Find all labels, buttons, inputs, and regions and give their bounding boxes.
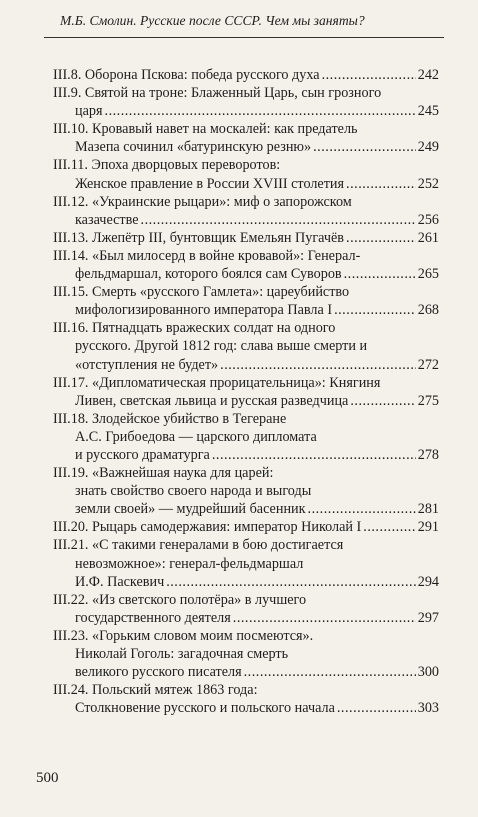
toc-page-number: 275 [417,392,439,409]
dot-leader [233,609,416,627]
toc-entry-text: III.19. «Важнейшая наука для царей: [53,465,274,482]
toc-entry-text: И.Ф. Паскевич [75,573,165,590]
running-header: М.Б. Смолин. Русские после СССР. Чем мы заняты? [60,13,365,28]
toc-entry-line [53,247,439,265]
dot-leader [346,175,416,193]
dot-leader [344,265,416,283]
toc-page-number: 303 [417,700,439,717]
toc-entry-line [53,609,439,627]
toc-entry-line [53,555,439,573]
toc-entry-text: земли своей» — мудрейший басенник [75,501,306,518]
toc-entry-text: III.9. Святой на троне: Блаженный Царь, сын грозного [53,85,382,102]
header-rule [44,37,444,38]
toc-page-number: 242 [417,67,439,83]
toc-entry-text: Женское правление в России XVIII столетия [75,175,345,192]
dot-leader [313,138,416,156]
toc-entry-line [53,663,439,681]
toc-entry [53,193,439,229]
toc-entry [53,283,439,319]
toc-entry-line [53,337,439,355]
toc-entry-line [53,283,439,301]
toc-entry-line [53,482,439,500]
toc-entry-text: знать свойство своего народа и выгоды [75,483,312,500]
toc-page-number: 261 [417,229,439,246]
toc-entry-text: мифологизированного императора Павла I [75,302,333,319]
toc-entry-line [53,645,439,663]
toc-entry-line [53,627,439,645]
toc-entry-line [53,211,439,229]
toc-entry-text: невозможное»: генерал-фельдмаршал [75,555,304,572]
toc-entry-line [53,464,439,482]
toc-entry [53,681,439,717]
toc-entry-text: III.12. «Украинские рыцари»: миф о запорожском [53,193,352,210]
toc-page-number: 252 [417,175,439,192]
dot-leader [337,699,416,717]
toc-page-number: 268 [417,302,439,319]
toc-entry-line [53,591,439,609]
toc-entry-line [53,84,439,102]
toc-entry-line [53,500,439,518]
toc-entry [53,410,439,464]
toc-page-number: 297 [417,609,439,626]
toc-entry [53,627,439,681]
page-number: 500 [36,770,59,786]
toc-entry-line [53,573,439,591]
toc-entry-line [53,66,439,84]
dot-leader [105,102,416,120]
toc-entry-text: III.20. Рыцарь самодержавия: император Николай I [53,519,362,536]
toc-page-number: 249 [417,139,439,156]
toc-entry-line [53,229,439,247]
toc-entry-text: III.11. Эпоха дворцовых переворотов: [53,157,281,174]
toc-entry-line [53,301,439,319]
toc-entry [53,536,439,590]
dot-leader [363,518,415,536]
toc-entry-line [53,156,439,174]
toc-entry-text: государственного деятеля [75,609,231,626]
toc-page-number: 272 [417,356,439,373]
toc-entry-text: III.24. Польский мятеж 1863 года: [53,682,258,699]
dot-leader [141,211,416,229]
toc-entry-text: III.15. Смерть «русского Гамлета»: цареубийство [53,284,350,301]
toc-entry-text: фельдмаршал, которого боялся сам Суворов [75,266,342,283]
toc-entry-line [53,319,439,337]
toc-entry-text: Николай Гоголь: загадочная смерть [75,646,289,662]
toc-entry [53,374,439,410]
toc-page-number: 291 [417,519,439,536]
toc-entry-line [53,392,439,410]
dot-leader [322,66,416,84]
toc-entry-line [53,193,439,211]
toc-entry-text: III.16. Пятнадцать вражеских солдат на одного [53,320,336,337]
toc-entry-line [53,536,439,554]
table-of-contents [53,66,439,717]
dot-leader [244,663,416,681]
toc-entry-line [53,428,439,446]
toc-entry [53,84,439,120]
toc-entry-text: III.14. «Был милосерд в войне кровавой»: Генерал- [53,247,361,264]
toc-page-number: 265 [417,266,439,283]
toc-page-number: 256 [417,211,439,228]
toc-entry-text: III.18. Злодейское убийство в Тегеране [53,410,287,427]
dot-leader [220,356,416,374]
toc-entry-text: III.13. Лжепётр III, бунтовщик Емельян Пугачёв [53,229,345,246]
toc-entry-text: и русского драматурга [75,446,210,463]
dot-leader [350,392,415,410]
toc-page-number: 278 [417,446,439,463]
toc-entry-line [53,699,439,717]
toc-entry-text: III.22. «Из светского полотёра» в лучшего [53,591,307,608]
toc-entry-text: великого русского писателя [75,664,242,681]
toc-entry-text: казачестве [75,211,139,228]
toc-entry-text: III.17. «Дипломатическая прорицательница»: Княгиня [53,374,381,391]
toc-entry-line [53,356,439,374]
toc-entry [53,464,439,518]
toc-entry-text: А.С. Грибоедова — царского дипломата [75,428,317,445]
toc-page-number: 245 [417,103,439,120]
toc-entry-line [53,102,439,120]
toc-entry-line [53,374,439,392]
toc-entry-text: Ливен, светская львица и русская разведчица [75,392,349,409]
toc-page-number: 300 [417,664,439,681]
toc-entry-text: царя [75,103,103,120]
dot-leader [212,446,416,464]
toc-entry [53,66,439,84]
toc-page-number: 294 [417,573,439,590]
toc-entry-line [53,446,439,464]
toc-entry-line [53,265,439,283]
toc-entry [53,229,439,247]
toc-entry-line [53,138,439,156]
toc-entry-line [53,175,439,193]
toc-entry-text: русского. Другой 1812 год: слава выше смерти и [75,338,368,355]
toc-entry-line [53,681,439,699]
toc-entry-line [53,120,439,138]
toc-entry-text: Мазепа сочинил «батуринскую резню» [75,139,312,156]
toc-entry [53,120,439,156]
toc-entry [53,591,439,627]
toc-entry-line [53,518,439,536]
dot-leader [166,573,416,591]
toc-entry-text: «отступления не будет» [75,356,219,373]
toc-page-number: 281 [417,501,439,518]
toc-entry-text: Столкновение русского и польского начала [75,700,335,717]
toc-entry-text: III.21. «С такими генералами в бою достигается [53,537,344,554]
toc-entry-text: III.8. Оборона Пскова: победа русского духа [53,67,320,83]
toc-entry [53,518,439,536]
toc-entry [53,156,439,192]
dot-leader [334,301,416,319]
dot-leader [346,229,416,247]
toc-entry-line [53,410,439,428]
toc-entry-text: III.10. Кровавый навет на москалей: как предатель [53,121,358,138]
toc-entry [53,319,439,373]
toc-entry [53,247,439,283]
toc-entry-text: III.23. «Горьким словом моим посмеются». [53,627,314,644]
dot-leader [308,500,416,518]
